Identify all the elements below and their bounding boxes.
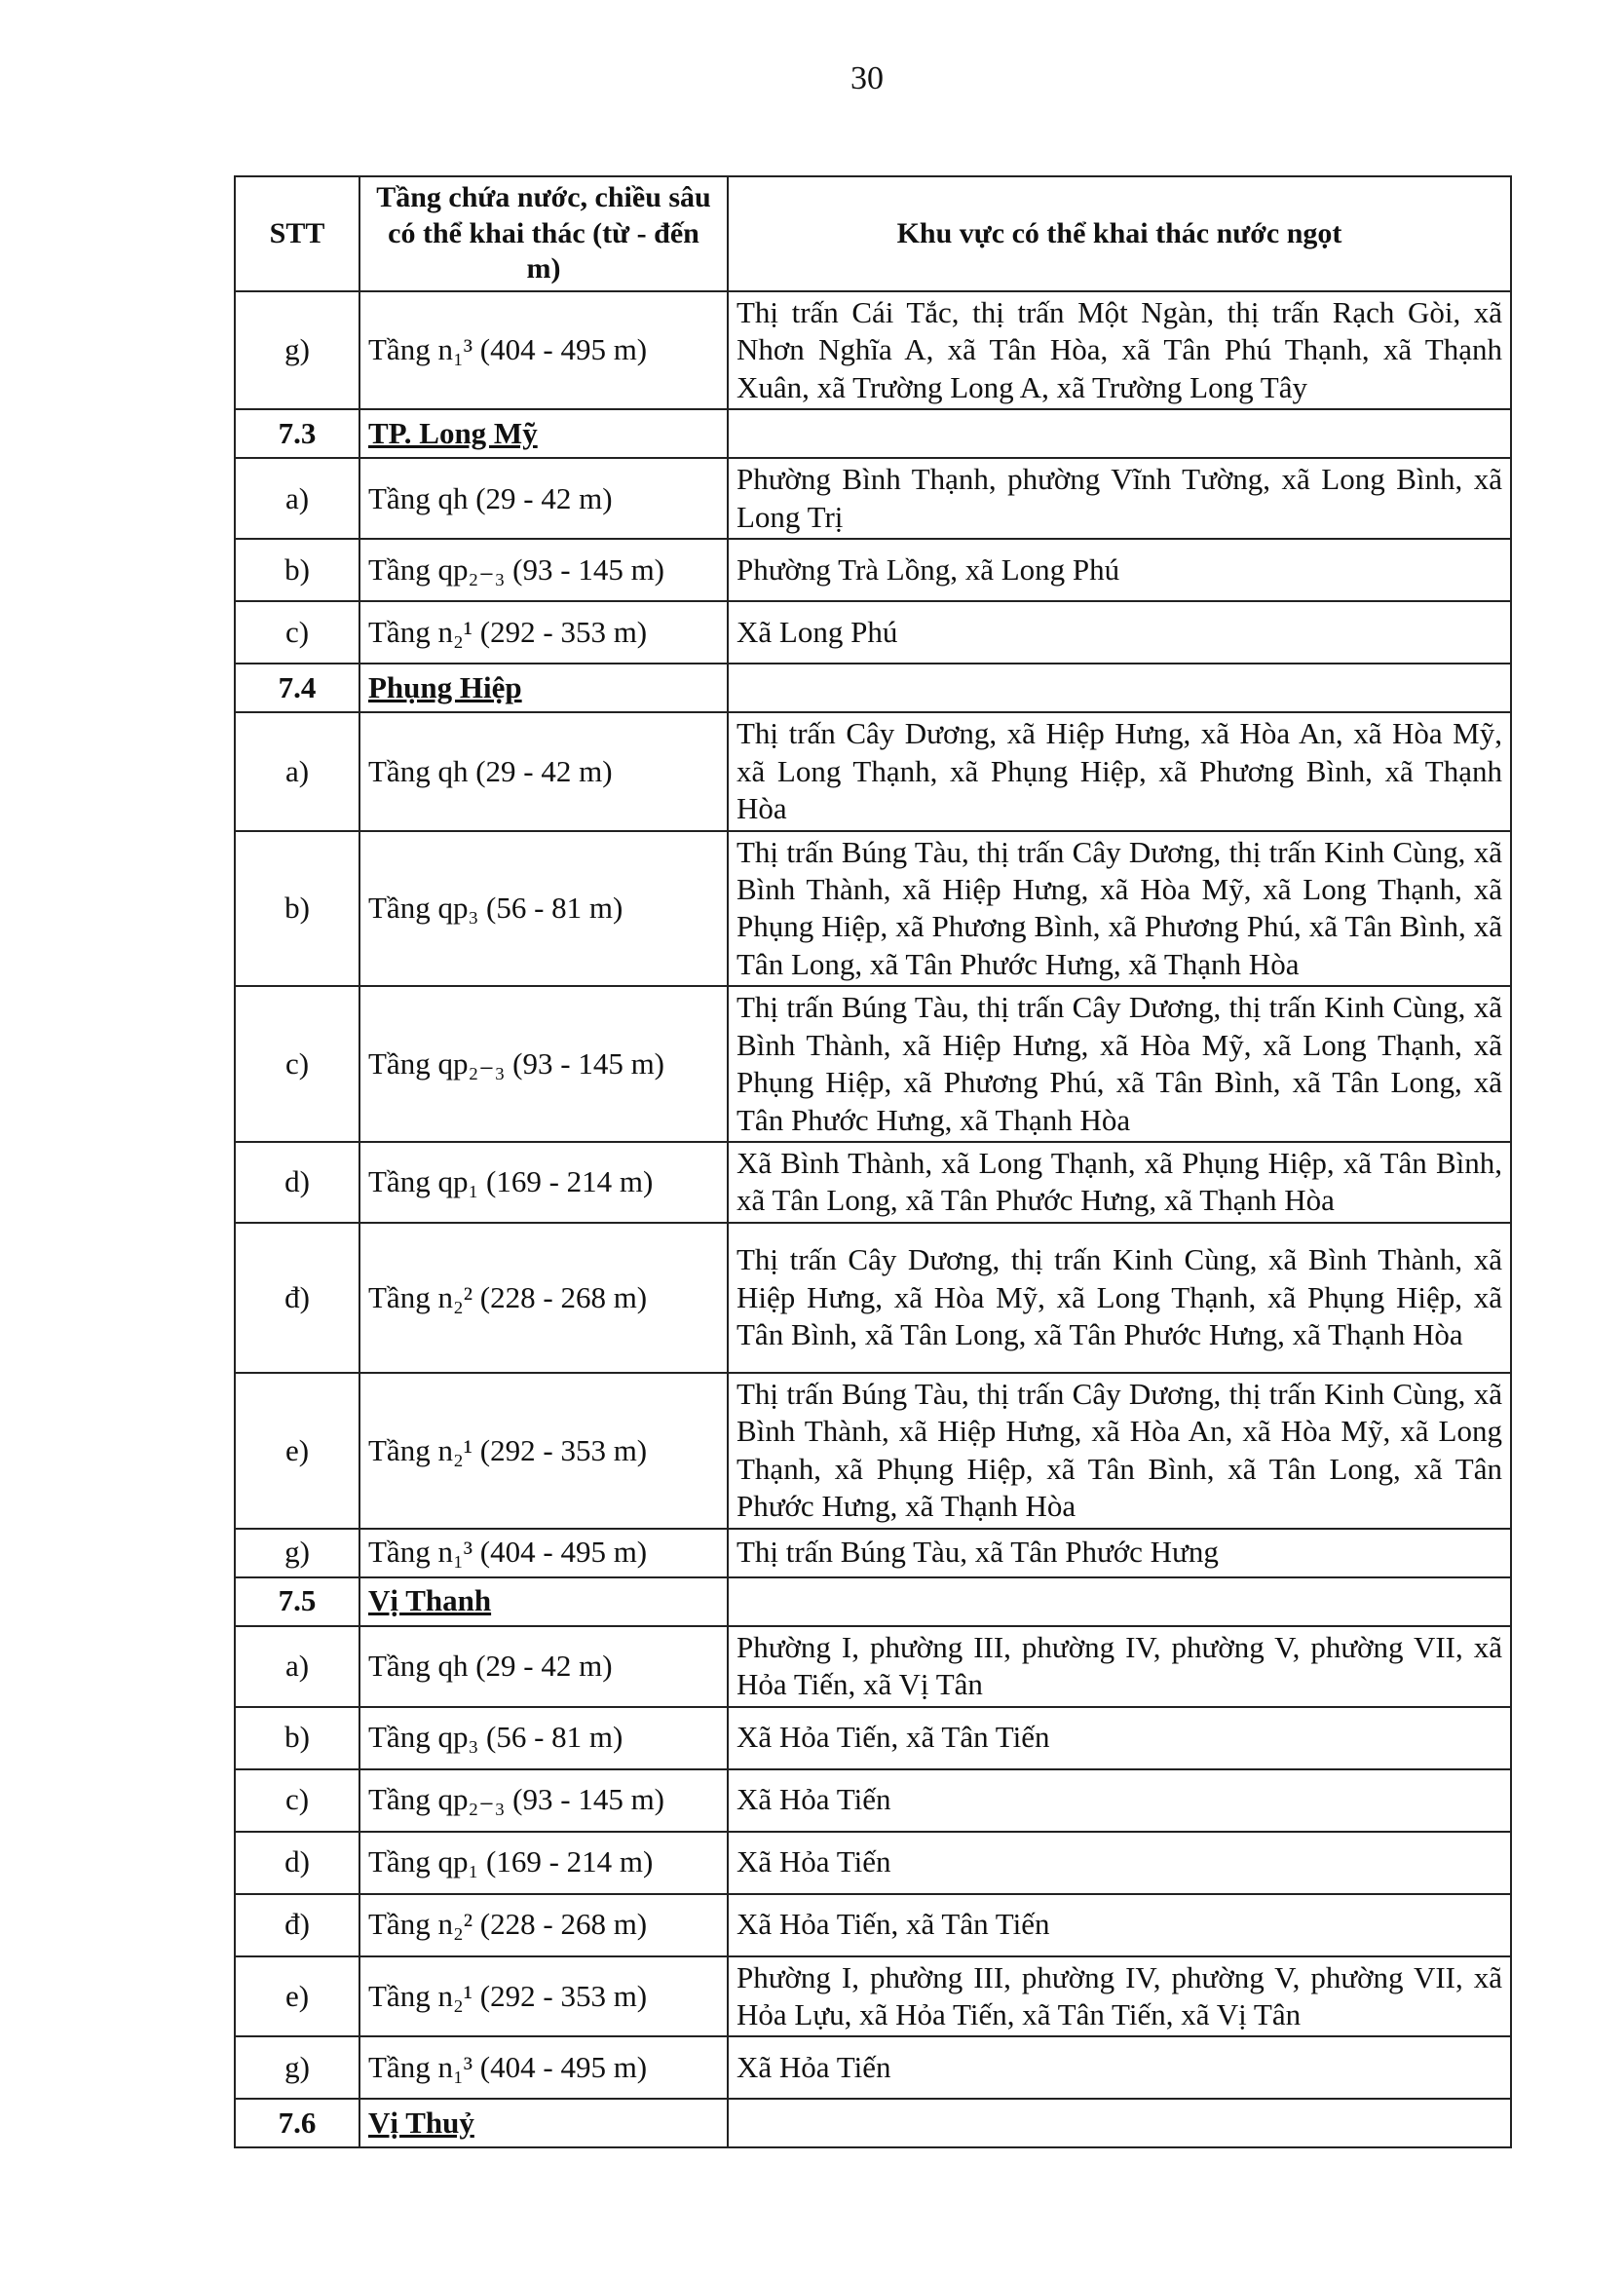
- table-row: [235, 1626, 1511, 1707]
- table-row: [235, 1373, 1511, 1529]
- table-row: [235, 601, 1511, 664]
- cell-area: Thị trấn Búng Tàu, thị trấn Cây Dương, thị trấn Kinh Cùng, xã Bình Thành, xã Hiệp Hưng, xã Hòa Mỹ, xã Long Thạnh, xã Phụng Hiệp, xã Phương Bình, xã Phương Phú, xã Tân Bình, xã Tân Long, xã Tân Phước Hưng, xã Thạnh Hòa: [728, 831, 1511, 987]
- cell-area: Phường Bình Thạnh, phường Vĩnh Tường, xã Long Bình, xã Long Trị: [728, 458, 1511, 539]
- cell-layer: Tầng qp₃ (56 - 81 m): [359, 831, 728, 987]
- table-body: [235, 291, 1511, 2147]
- cell-layer: Tầng qh (29 - 42 m): [359, 1626, 728, 1707]
- table-row: [235, 986, 1511, 1142]
- cell-area: Thị trấn Búng Tàu, xã Tân Phước Hưng: [728, 1529, 1511, 1577]
- cell-area: [728, 409, 1511, 458]
- groundwater-table: [234, 175, 1512, 2148]
- cell-area: [728, 664, 1511, 712]
- cell-layer: Tầng qp₃ (56 - 81 m): [359, 1707, 728, 1769]
- cell-stt: đ): [235, 1223, 359, 1373]
- cell-stt: đ): [235, 1894, 359, 1956]
- cell-stt: b): [235, 831, 359, 987]
- cell-stt: g): [235, 2036, 359, 2099]
- section-row: [235, 409, 1511, 458]
- header-area: Khu vực có thể khai thác nước ngọt: [728, 176, 1511, 291]
- table-row: [235, 712, 1511, 830]
- cell-stt: e): [235, 1956, 359, 2037]
- cell-area: Xã Bình Thành, xã Long Thạnh, xã Phụng Hiệp, xã Tân Bình, xã Tân Long, xã Tân Phước Hưng, xã Thạnh Hòa: [728, 1142, 1511, 1223]
- cell-stt: c): [235, 986, 359, 1142]
- table-row: [235, 1956, 1511, 2037]
- cell-stt: b): [235, 539, 359, 601]
- header-layer: Tầng chứa nước, chiều sâu có thể khai thác (từ - đến m): [359, 176, 728, 291]
- cell-layer: Tầng n₂¹ (292 - 353 m): [359, 601, 728, 664]
- table-row: [235, 458, 1511, 539]
- cell-layer: Tầng n₂¹ (292 - 353 m): [359, 1956, 728, 2037]
- section-row: [235, 664, 1511, 712]
- cell-area: Phường I, phường III, phường IV, phường V, phường VII, xã Hỏa Lựu, xã Hỏa Tiến, xã Tân Tiến, xã Vị Tân: [728, 1956, 1511, 2037]
- cell-area: Xã Hỏa Tiến, xã Tân Tiến: [728, 1894, 1511, 1956]
- table-row: [235, 1707, 1511, 1769]
- cell-area: Thị trấn Búng Tàu, thị trấn Cây Dương, thị trấn Kinh Cùng, xã Bình Thành, xã Hiệp Hưng, xã Hòa An, xã Hòa Mỹ, xã Long Thạnh, xã Phụng Hiệp, xã Tân Bình, xã Tân Long, xã Tân Phước Hưng, xã Thạnh Hòa: [728, 1373, 1511, 1529]
- cell-area: Thị trấn Cái Tắc, thị trấn Một Ngàn, thị trấn Rạch Gòi, xã Nhơn Nghĩa A, xã Tân Hòa, xã Tân Phú Thạnh, xã Thạnh Xuân, xã Trường Long A, xã Trường Long Tây: [728, 291, 1511, 409]
- table-header-row: [235, 176, 1511, 291]
- page-number: 30: [850, 60, 884, 96]
- table-row: [235, 1769, 1511, 1832]
- cell-stt: a): [235, 1626, 359, 1707]
- cell-section-name: Phụng Hiệp: [359, 664, 728, 712]
- cell-layer: Tầng n₂² (228 - 268 m): [359, 1894, 728, 1956]
- cell-layer: Tầng n₁³ (404 - 495 m): [359, 1529, 728, 1577]
- table-row: [235, 1529, 1511, 1577]
- cell-area: Phường Trà Lồng, xã Long Phú: [728, 539, 1511, 601]
- cell-area: Thị trấn Cây Dương, xã Hiệp Hưng, xã Hòa An, xã Hòa Mỹ, xã Long Thạnh, xã Phụng Hiệp, xã Phương Bình, xã Thạnh Hòa: [728, 712, 1511, 830]
- cell-area: Xã Hỏa Tiến, xã Tân Tiến: [728, 1707, 1511, 1769]
- cell-stt: e): [235, 1373, 359, 1529]
- cell-layer: Tầng qp₁ (169 - 214 m): [359, 1832, 728, 1894]
- cell-area: Xã Hỏa Tiến: [728, 1832, 1511, 1894]
- cell-layer: Tầng n₁³ (404 - 495 m): [359, 2036, 728, 2099]
- cell-area: [728, 1577, 1511, 1626]
- table-row: [235, 2036, 1511, 2099]
- cell-stt: 7.5: [235, 1577, 359, 1626]
- table-row: [235, 1832, 1511, 1894]
- cell-stt: g): [235, 1529, 359, 1577]
- cell-stt: a): [235, 458, 359, 539]
- cell-layer: Tầng qp₂₋₃ (93 - 145 m): [359, 986, 728, 1142]
- cell-stt: b): [235, 1707, 359, 1769]
- cell-layer: Tầng qp₁ (169 - 214 m): [359, 1142, 728, 1223]
- cell-stt: c): [235, 601, 359, 664]
- cell-stt: g): [235, 291, 359, 409]
- cell-section-name: TP. Long Mỹ: [359, 409, 728, 458]
- cell-area: Thị trấn Búng Tàu, thị trấn Cây Dương, thị trấn Kinh Cùng, xã Bình Thành, xã Hiệp Hưng, xã Hòa Mỹ, xã Long Thạnh, xã Phụng Hiệp, xã Phương Phú, xã Tân Bình, xã Tân Long, xã Tân Phước Hưng, xã Thạnh Hòa: [728, 986, 1511, 1142]
- cell-layer: Tầng n₂² (228 - 268 m): [359, 1223, 728, 1373]
- section-row: [235, 1577, 1511, 1626]
- header-stt: STT: [235, 176, 359, 291]
- cell-section-name: Vị Thuỷ: [359, 2099, 728, 2147]
- cell-area: Xã Long Phú: [728, 601, 1511, 664]
- cell-area: Xã Hỏa Tiến: [728, 2036, 1511, 2099]
- table-row: [235, 1894, 1511, 1956]
- cell-area: Thị trấn Cây Dương, thị trấn Kinh Cùng, xã Bình Thành, xã Hiệp Hưng, xã Hòa Mỹ, xã Long Thạnh, xã Phụng Hiệp, xã Tân Bình, xã Tân Long, xã Tân Phước Hưng, xã Thạnh Hòa: [728, 1223, 1511, 1373]
- cell-area: Phường I, phường III, phường IV, phường V, phường VII, xã Hỏa Tiến, xã Vị Tân: [728, 1626, 1511, 1707]
- cell-stt: a): [235, 712, 359, 830]
- table-row: [235, 539, 1511, 601]
- cell-layer: Tầng qh (29 - 42 m): [359, 712, 728, 830]
- table-row: [235, 1223, 1511, 1373]
- section-row: [235, 2099, 1511, 2147]
- cell-area: [728, 2099, 1511, 2147]
- cell-layer: Tầng qh (29 - 42 m): [359, 458, 728, 539]
- cell-section-name: Vị Thanh: [359, 1577, 728, 1626]
- cell-layer: Tầng qp₂₋₃ (93 - 145 m): [359, 539, 728, 601]
- cell-stt: 7.3: [235, 409, 359, 458]
- cell-stt: c): [235, 1769, 359, 1832]
- cell-layer: Tầng qp₂₋₃ (93 - 145 m): [359, 1769, 728, 1832]
- groundwater-table-container: [234, 175, 1510, 2148]
- table-row: [235, 1142, 1511, 1223]
- table-row: [235, 291, 1511, 409]
- cell-stt: 7.6: [235, 2099, 359, 2147]
- table-row: [235, 831, 1511, 987]
- cell-stt: d): [235, 1832, 359, 1894]
- cell-layer: Tầng n₁³ (404 - 495 m): [359, 291, 728, 409]
- cell-area: Xã Hỏa Tiến: [728, 1769, 1511, 1832]
- cell-stt: 7.4: [235, 664, 359, 712]
- cell-layer: Tầng n₂¹ (292 - 353 m): [359, 1373, 728, 1529]
- cell-stt: d): [235, 1142, 359, 1223]
